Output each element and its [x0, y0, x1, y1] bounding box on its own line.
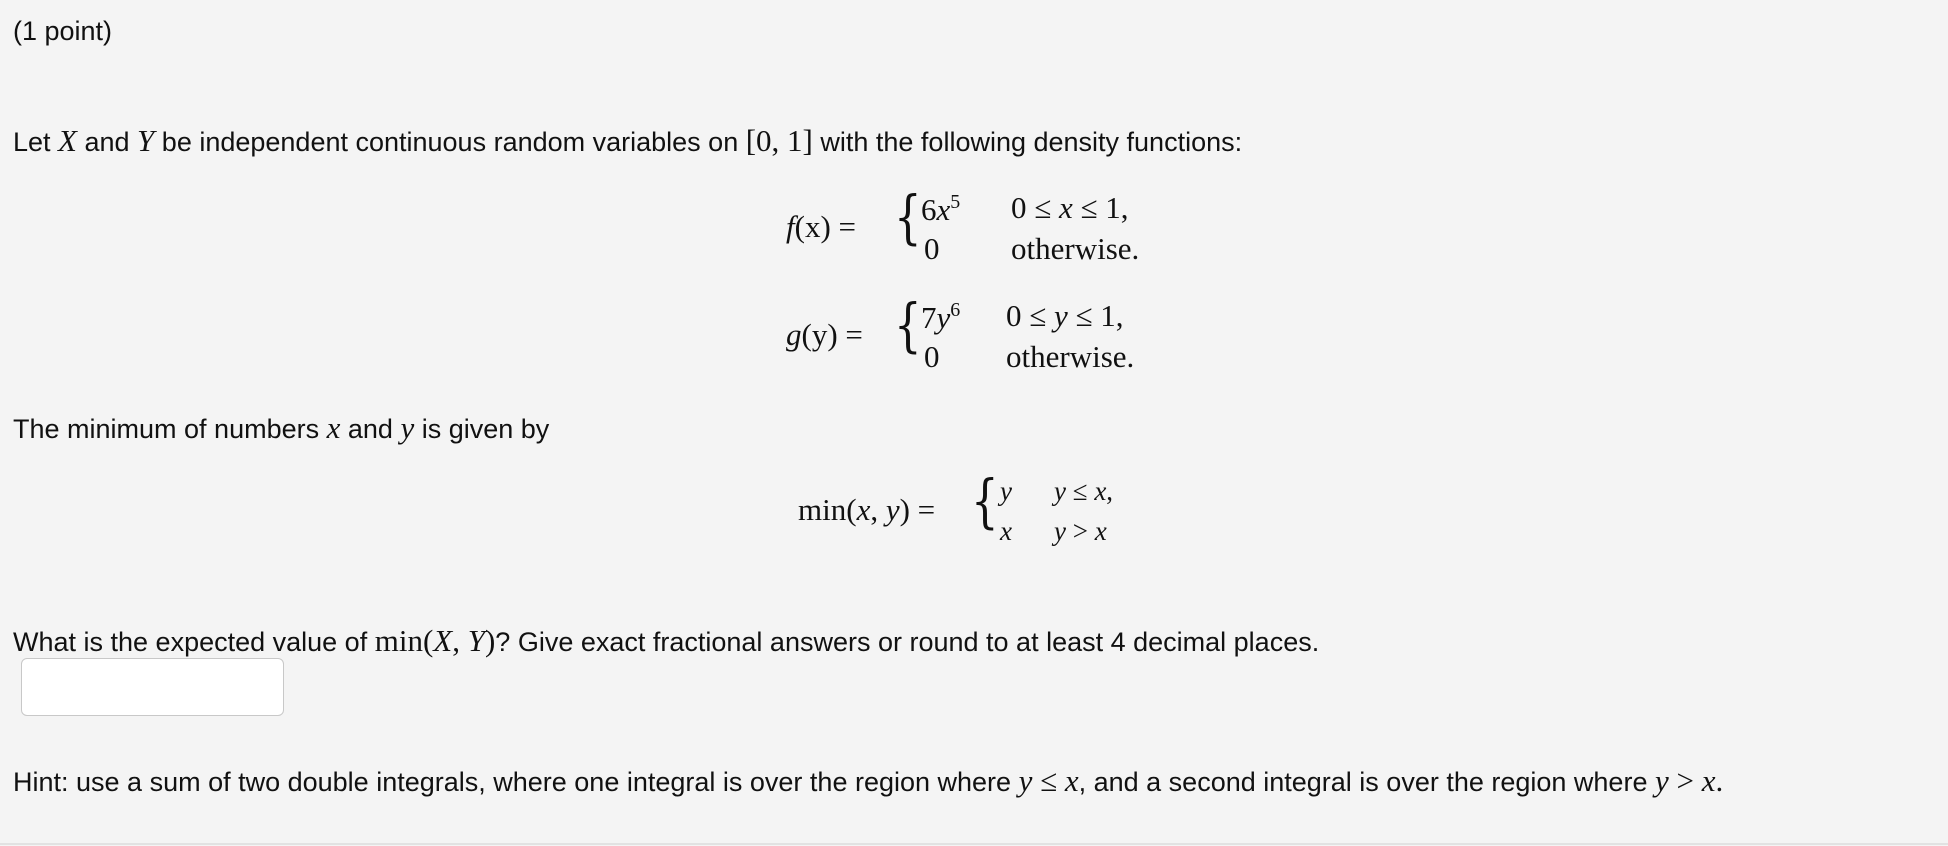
min-fn: min( [798, 492, 857, 527]
hint-r1-v2: x [1064, 763, 1079, 798]
exponent: 6 [950, 299, 961, 321]
var: x [936, 192, 951, 227]
hint-text-2: , and a second integral is over the region where [1078, 767, 1655, 797]
density-g-case1-cond [1006, 300, 1124, 331]
minimum-intro [13, 412, 549, 443]
coef: 7 [921, 300, 937, 335]
density-f-case2-value: 0 [924, 231, 940, 266]
left-brace: { [971, 467, 999, 535]
fn-g: g [786, 317, 802, 352]
intro-text-2: and [76, 127, 138, 157]
min-case2-value: x [1000, 516, 1012, 546]
problem-intro [13, 125, 1242, 156]
cond-b: ≤ 1, [1067, 298, 1124, 333]
cond-b: ≤ 1, [1072, 190, 1129, 225]
density-g-equation [786, 291, 1186, 376]
intro-text-4: with the following density functions: [812, 127, 1243, 157]
min-case2-cond [1054, 518, 1107, 545]
left-brace: { [894, 291, 922, 359]
var-y: y [400, 410, 415, 445]
cond-v1: y [1054, 516, 1066, 546]
cond-v1: y [1054, 476, 1066, 506]
var-x: x [326, 410, 341, 445]
cond-var: x [1059, 190, 1073, 225]
cond-a: 0 ≤ [1006, 298, 1055, 333]
density-f-case1-value [921, 192, 960, 225]
var-X: X [58, 123, 77, 158]
intro-text-3: be independent continuous random variables on [154, 127, 746, 157]
min-intro-text-3: is given by [414, 414, 550, 444]
min-intro-text-1: The minimum of numbers [13, 414, 327, 444]
q-close: ) [484, 623, 496, 658]
density-f-equation [786, 183, 1186, 268]
cond-op: ≤ [1065, 476, 1095, 506]
var-Y: Y [137, 123, 155, 158]
min-case1-cond [1054, 478, 1113, 505]
fn-f: f [786, 209, 795, 244]
hint-text [13, 765, 1723, 796]
q-sep: , [452, 623, 468, 658]
question-text-2: ? Give exact fractional answers or round to at least 4 decimal places. [495, 627, 1320, 657]
hint-r2-v1: y [1654, 763, 1669, 798]
hint-text-1: Hint: use a sum of two double integrals, where one integral is over the region where [13, 767, 1019, 797]
min-def-lhs [798, 494, 935, 525]
min-arg-x: x [856, 492, 871, 527]
min-eq: ) = [899, 492, 936, 527]
hint-r2-v2: x [1701, 763, 1716, 798]
density-g-case2-value: 0 [924, 339, 940, 374]
hint-r1-v1: y [1018, 763, 1033, 798]
density-f-case1-cond [1011, 192, 1129, 223]
cond-end: , [1106, 476, 1114, 506]
density-g-case1-value [921, 300, 960, 333]
cond-v2: x [1094, 516, 1107, 546]
hint-period: . [1715, 763, 1724, 798]
interval: [0, 1] [745, 123, 813, 158]
point-value: (1 point) [13, 16, 113, 46]
density-g-lhs [786, 319, 863, 350]
hint-r1-op: ≤ [1032, 763, 1065, 798]
min-case1-value: y [1000, 476, 1012, 506]
fn-g-arg: (y) = [801, 317, 863, 352]
fn-f-arg: (x) = [794, 209, 857, 244]
question-text [13, 625, 1319, 656]
q-min-fn: min( [374, 623, 434, 658]
coef: 6 [921, 192, 937, 227]
var: y [936, 300, 951, 335]
question-text-1: What is the expected value of [13, 627, 375, 657]
density-g-case2-cond: otherwise. [1006, 339, 1135, 374]
q-var-X: X [433, 623, 453, 658]
bottom-divider [0, 843, 1948, 845]
cond-op: > [1065, 516, 1095, 546]
cond-a: 0 ≤ [1011, 190, 1060, 225]
min-arg-y: y [885, 492, 900, 527]
intro-text-1: Let [13, 127, 59, 157]
cond-v2: x [1094, 476, 1107, 506]
hint-r2-op: > [1668, 763, 1702, 798]
min-intro-text-2: and [340, 414, 401, 444]
min-sep: , [870, 492, 886, 527]
density-f-lhs [786, 211, 856, 242]
density-f-case2-cond: otherwise. [1011, 231, 1140, 266]
exponent: 5 [950, 191, 961, 213]
min-definition-equation [798, 467, 1178, 554]
answer-input[interactable] [21, 658, 284, 716]
left-brace: { [894, 183, 922, 251]
cond-var: y [1054, 298, 1068, 333]
q-var-Y: Y [467, 623, 485, 658]
